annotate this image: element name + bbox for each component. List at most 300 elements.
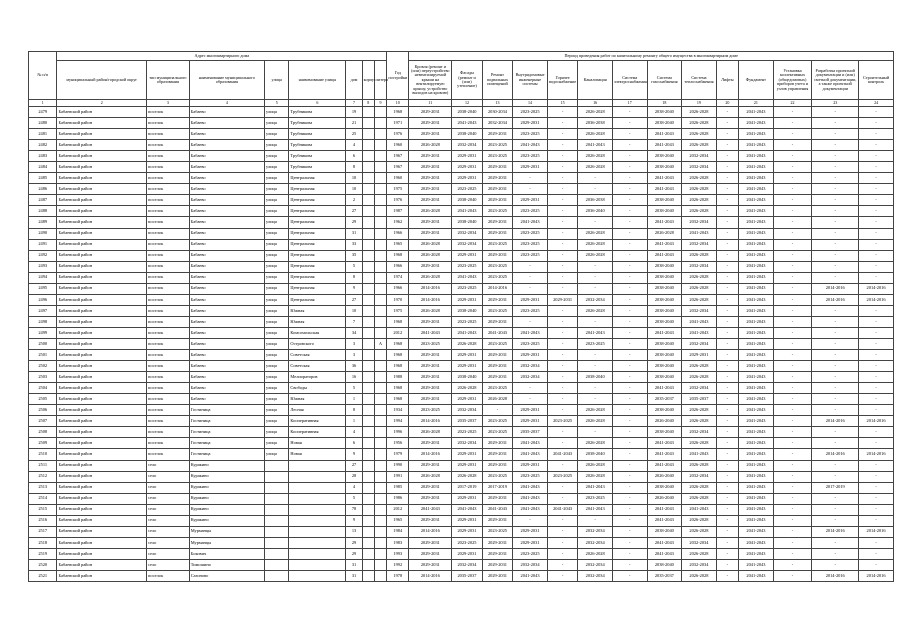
table-cell: 2502: [29, 361, 57, 372]
table-cell: 2480: [29, 118, 57, 129]
table-cell: 1986: [387, 493, 409, 504]
table-cell: -: [547, 118, 578, 129]
table-cell: [374, 471, 386, 482]
table-cell: 2029-2031: [452, 449, 483, 460]
table-cell: Бабаево: [189, 107, 264, 118]
table-cell: -: [859, 493, 894, 504]
table-cell: 2032-2034: [682, 261, 717, 272]
table-cell: -: [513, 173, 548, 184]
table-cell: 2023-2025: [482, 416, 513, 427]
table-cell: 2041-2043: [739, 129, 774, 140]
table-cell: Бабаевский район: [57, 559, 147, 570]
table-cell: -: [773, 548, 812, 559]
table-cell: Новая: [289, 449, 346, 460]
table-cell: -: [482, 405, 513, 416]
table-cell: поселок: [147, 272, 190, 283]
table-cell: [362, 383, 374, 394]
table-cell: 2026-2028: [482, 394, 513, 405]
table-cell: 2485: [29, 173, 57, 184]
table-cell: 2023-2025: [482, 305, 513, 316]
table-cell: -: [547, 394, 578, 405]
table-cell: [362, 107, 374, 118]
table-cell: 36: [346, 361, 362, 372]
table-cell: 2032-2034: [578, 537, 613, 548]
table-cell: -: [773, 195, 812, 206]
table-cell: 2014-2016: [409, 294, 452, 305]
table-cell: Бабаево: [189, 361, 264, 372]
table-cell: 2029-2031: [409, 482, 452, 493]
table-cell: 33: [346, 239, 362, 250]
table-cell: [362, 151, 374, 162]
table-cell: -: [716, 338, 738, 349]
table-cell: 4: [346, 140, 362, 151]
table-cell: [374, 206, 386, 217]
table-cell: 2032-2034: [682, 559, 717, 570]
table-cell: Бабаево: [189, 217, 264, 228]
table-cell: 2014-2016: [409, 526, 452, 537]
table-cell: 2023-2025: [452, 283, 483, 294]
header-cell: Ремонт подвальных помещений: [482, 61, 513, 100]
table-cell: Бабаево: [189, 239, 264, 250]
table-cell: 2513: [29, 482, 57, 493]
table-cell: 2041-2043: [739, 140, 774, 151]
table-row: [29, 327, 894, 338]
table-cell: 2032-2034: [452, 405, 483, 416]
table-cell: [374, 239, 386, 250]
table-cell: [374, 228, 386, 239]
table-cell: 2041-2043: [513, 140, 548, 151]
table-cell: 1975: [387, 305, 409, 316]
table-cell: [265, 537, 289, 548]
table-cell: -: [547, 206, 578, 217]
table-cell: 2041-2043: [739, 438, 774, 449]
table-cell: -: [716, 305, 738, 316]
table-cell: улица: [265, 305, 289, 316]
table-cell: 2029-2031: [452, 515, 483, 526]
table-cell: 2029-2031: [547, 294, 578, 305]
table-cell: -: [773, 372, 812, 383]
table-cell: -: [578, 173, 613, 184]
column-number: 7: [346, 100, 362, 107]
table-cell: улица: [265, 449, 289, 460]
table-cell: 2041-2043: [647, 537, 682, 548]
table-cell: поселок: [147, 438, 190, 449]
table-cell: Бабаевский район: [57, 228, 147, 239]
table-cell: 2029-2031: [513, 526, 548, 537]
table-cell: -: [773, 217, 812, 228]
table-cell: -: [547, 173, 578, 184]
table-cell: улица: [265, 195, 289, 206]
table-cell: 2029-2031: [513, 416, 548, 427]
column-number: 20: [716, 100, 738, 107]
table-cell: 2014-2016: [812, 283, 859, 294]
table-cell: [289, 471, 346, 482]
table-cell: 2023-2025: [513, 151, 548, 162]
table-cell: 9: [346, 449, 362, 460]
table-cell: -: [812, 559, 859, 570]
table-cell: 2026-2028: [682, 460, 717, 471]
table-cell: Бабаевский район: [57, 338, 147, 349]
table-cell: [362, 493, 374, 504]
table-row: [29, 228, 894, 239]
table-cell: Бабаевский район: [57, 405, 147, 416]
table-cell: Бабаевский район: [57, 482, 147, 493]
table-cell: поселок: [147, 250, 190, 261]
table-cell: [289, 570, 346, 581]
table-cell: -: [773, 140, 812, 151]
table-cell: -: [612, 151, 647, 162]
table-cell: 2496: [29, 294, 57, 305]
table-cell: [265, 482, 289, 493]
table-cell: 2509: [29, 438, 57, 449]
table-cell: 2032-2034: [682, 427, 717, 438]
table-cell: 2041-2043: [647, 140, 682, 151]
table-cell: -: [859, 537, 894, 548]
table-cell: -: [547, 559, 578, 570]
table-cell: [362, 261, 374, 272]
table-cell: [374, 427, 386, 438]
table-cell: 2026-2028: [682, 482, 717, 493]
table-cell: Гостиница: [189, 449, 264, 460]
table-cell: [374, 482, 386, 493]
table-cell: -: [547, 228, 578, 239]
table-cell: поселок: [147, 427, 190, 438]
table-cell: 2041-2043: [739, 239, 774, 250]
table-cell: 1974: [387, 272, 409, 283]
table-cell: -: [716, 129, 738, 140]
table-cell: 2041-2043: [647, 504, 682, 515]
table-cell: Бабаевский район: [57, 239, 147, 250]
table-cell: 2029-2031: [482, 195, 513, 206]
table-cell: 2035-2037: [513, 427, 548, 438]
table-cell: -: [612, 537, 647, 548]
table-cell: поселок: [147, 350, 190, 361]
table-cell: Трубникова: [289, 118, 346, 129]
table-cell: -: [612, 416, 647, 427]
table-cell: -: [859, 438, 894, 449]
table-cell: [374, 107, 386, 118]
table-cell: [374, 493, 386, 504]
table-cell: -: [859, 427, 894, 438]
table-cell: 2029-2031: [409, 261, 452, 272]
table-cell: улица: [265, 107, 289, 118]
table-cell: -: [859, 361, 894, 372]
table-cell: [362, 250, 374, 261]
table-cell: 2041-2043: [452, 206, 483, 217]
table-cell: -: [773, 283, 812, 294]
table-cell: -: [612, 118, 647, 129]
table-cell: -: [513, 515, 548, 526]
table-cell: 2029-2031: [452, 361, 483, 372]
table-cell: -: [716, 283, 738, 294]
table-cell: 2029-2031: [682, 350, 717, 361]
table-cell: 2026-2028: [682, 526, 717, 537]
table-cell: 6: [346, 151, 362, 162]
table-cell: село: [147, 493, 190, 504]
table-cell: [374, 173, 386, 184]
table-cell: -: [859, 118, 894, 129]
table-cell: 2029-2031: [409, 184, 452, 195]
table-row: [29, 504, 894, 515]
table-cell: -: [812, 107, 859, 118]
table-cell: 3: [346, 350, 362, 361]
table-cell: поселок: [147, 394, 190, 405]
table-cell: 1983: [387, 537, 409, 548]
table-cell: улица: [265, 438, 289, 449]
table-cell: -: [812, 217, 859, 228]
table-cell: Бабаевский район: [57, 140, 147, 151]
table-cell: улица: [265, 206, 289, 217]
table-cell: Бабаевский район: [57, 427, 147, 438]
table-cell: 2014-2016: [859, 526, 894, 537]
table-cell: Бабаевский район: [57, 294, 147, 305]
table-cell: -: [612, 294, 647, 305]
table-cell: 2029-2031: [513, 162, 548, 173]
table-cell: поселок: [147, 361, 190, 372]
table-cell: 2029-2031: [452, 151, 483, 162]
table-cell: 2014-2016: [859, 283, 894, 294]
table-cell: -: [716, 228, 738, 239]
table-cell: 2014-2016: [409, 570, 452, 581]
table-cell: -: [859, 471, 894, 482]
table-cell: 2026-2028: [682, 438, 717, 449]
table-cell: 9: [346, 283, 362, 294]
table-cell: -: [773, 559, 812, 570]
table-cell: -: [773, 173, 812, 184]
table-row: [29, 261, 894, 272]
table-cell: -: [716, 239, 738, 250]
table-cell: -: [773, 570, 812, 581]
table-cell: 2038-2040: [647, 261, 682, 272]
header-cell: улица: [265, 61, 289, 100]
table-cell: 2032-2034: [513, 361, 548, 372]
table-cell: поселок: [147, 184, 190, 195]
table-cell: -: [547, 184, 578, 195]
table-cell: 2038-2040: [647, 350, 682, 361]
table-cell: 25: [346, 129, 362, 140]
table-cell: 1968: [387, 250, 409, 261]
table-cell: -: [812, 272, 859, 283]
table-cell: 2038-2040: [647, 405, 682, 416]
table-cell: 2041-2043: [647, 184, 682, 195]
table-cell: 2023-2025: [482, 272, 513, 283]
table-cell: -: [859, 239, 894, 250]
table-cell: Новая: [289, 438, 346, 449]
table-cell: -: [859, 338, 894, 349]
table-cell: 2505: [29, 394, 57, 405]
table-cell: улица: [265, 405, 289, 416]
table-cell: -: [859, 305, 894, 316]
header-cell: Система теплоснабжения: [682, 61, 717, 100]
table-cell: -: [513, 272, 548, 283]
table-cell: 2029-2031: [409, 195, 452, 206]
table-cell: 2026-2028: [682, 107, 717, 118]
table-cell: 2026-2028: [578, 162, 613, 173]
table-cell: -: [547, 493, 578, 504]
table-cell: -: [812, 239, 859, 250]
table-cell: 2041-2043: [739, 283, 774, 294]
table-cell: Бабаевский район: [57, 526, 147, 537]
table-cell: 2035-2037: [452, 416, 483, 427]
table-cell: 2026-2028: [682, 361, 717, 372]
table-cell: 2029-2031: [482, 184, 513, 195]
table-cell: 2041-2043: [739, 427, 774, 438]
header-cell: Внутридомовые инженерные системы: [513, 61, 548, 100]
table-cell: [374, 140, 386, 151]
table-row: [29, 526, 894, 537]
table-cell: 2041-2043: [409, 504, 452, 515]
table-cell: -: [716, 118, 738, 129]
table-cell: -: [859, 504, 894, 515]
table-cell: 2026-2028: [682, 206, 717, 217]
table-cell: -: [612, 405, 647, 416]
table-cell: Гостиница: [189, 405, 264, 416]
table-cell: 2041-2043: [739, 526, 774, 537]
header-cell: Год постройки: [387, 52, 409, 100]
table-cell: -: [773, 316, 812, 327]
table-cell: Центральная: [289, 195, 346, 206]
table-cell: -: [547, 427, 578, 438]
table-cell: 2498: [29, 316, 57, 327]
table-row: [29, 184, 894, 195]
table-cell: 1: [346, 416, 362, 427]
table-cell: улица: [265, 217, 289, 228]
table-cell: 2026-2028: [682, 493, 717, 504]
table-cell: 2041-2043: [482, 504, 513, 515]
table-row: [29, 427, 894, 438]
table-cell: 2026-2028: [682, 283, 717, 294]
table-cell: -: [547, 129, 578, 140]
table-cell: Центральная: [289, 250, 346, 261]
table-cell: -: [812, 460, 859, 471]
table-cell: [374, 383, 386, 394]
table-cell: -: [773, 427, 812, 438]
table-cell: 2486: [29, 184, 57, 195]
table-cell: 2032-2034: [452, 228, 483, 239]
table-cell: -: [812, 493, 859, 504]
table-cell: 2029-2031: [513, 294, 548, 305]
table-cell: -: [578, 272, 613, 283]
table-cell: 2029-2031: [452, 394, 483, 405]
table-cell: -: [716, 548, 738, 559]
table-cell: село: [147, 482, 190, 493]
table-cell: -: [612, 438, 647, 449]
table-cell: 2026-2028: [578, 305, 613, 316]
table-row: [29, 548, 894, 559]
table-cell: 2029-2031: [409, 548, 452, 559]
table-cell: 2029-2031: [409, 493, 452, 504]
table-cell: [374, 394, 386, 405]
table-cell: 1965: [387, 239, 409, 250]
table-cell: 2029-2031: [409, 515, 452, 526]
table-cell: -: [578, 350, 613, 361]
table-row: [29, 460, 894, 471]
table-row: [29, 394, 894, 405]
table-row: [29, 283, 894, 294]
table-cell: 2036-2040: [578, 206, 613, 217]
table-row: [29, 129, 894, 140]
header-cell: дом: [346, 61, 362, 100]
table-cell: Центральная: [289, 217, 346, 228]
table-cell: 2029-2031: [452, 173, 483, 184]
table-cell: -: [773, 272, 812, 283]
table-cell: [374, 327, 386, 338]
table-cell: 2041-2043: [513, 504, 548, 515]
table-cell: 2521: [29, 570, 57, 581]
table-row: [29, 195, 894, 206]
table-cell: 2029-2031: [409, 151, 452, 162]
table-cell: Куракино: [189, 504, 264, 515]
table-cell: 2032-2034: [452, 559, 483, 570]
table-cell: -: [716, 493, 738, 504]
table-row: [29, 239, 894, 250]
table-cell: -: [612, 195, 647, 206]
table-cell: -: [859, 316, 894, 327]
table-cell: 2026-2028: [578, 129, 613, 140]
table-row: [29, 350, 894, 361]
table-cell: 1956: [387, 438, 409, 449]
table-cell: -: [716, 162, 738, 173]
table-cell: Бабаевский район: [57, 129, 147, 140]
table-cell: 2036-2038: [578, 118, 613, 129]
table-cell: Бабаевский район: [57, 305, 147, 316]
table-cell: 2029-2031: [513, 118, 548, 129]
table-cell: 2491: [29, 239, 57, 250]
table-cell: [362, 570, 374, 581]
table-cell: 2035-2037: [647, 570, 682, 581]
table-cell: 1967: [387, 151, 409, 162]
table-cell: 2041-2043: [578, 482, 613, 493]
table-cell: -: [612, 427, 647, 438]
table-cell: Кооперативная: [289, 416, 346, 427]
table-cell: 6: [346, 438, 362, 449]
table-cell: 31: [346, 228, 362, 239]
table-cell: 2026-2028: [682, 129, 717, 140]
table-cell: -: [547, 107, 578, 118]
table-cell: 2489: [29, 217, 57, 228]
table-cell: -: [859, 272, 894, 283]
table-cell: 2023-2025: [482, 526, 513, 537]
table-cell: 2023-2025: [513, 250, 548, 261]
table-cell: 2026-2028: [409, 471, 452, 482]
table-cell: Бабаевский район: [57, 272, 147, 283]
table-cell: -: [612, 228, 647, 239]
table-cell: -: [716, 416, 738, 427]
table-cell: 2023-2025: [578, 493, 613, 504]
table-cell: 2029-2031: [409, 118, 452, 129]
table-cell: 27: [346, 460, 362, 471]
table-cell: [374, 416, 386, 427]
table-cell: -: [612, 559, 647, 570]
table-cell: 2041-2043: [452, 272, 483, 283]
table-cell: [362, 405, 374, 416]
table-cell: -: [612, 316, 647, 327]
header-cell: Разработка проектной документации и (или) сметной документации, а также проектной документации: [812, 61, 859, 100]
table-cell: 1985: [387, 482, 409, 493]
table-cell: 2029-2031: [482, 515, 513, 526]
table-cell: 2014-2016: [409, 416, 452, 427]
table-cell: улица: [265, 118, 289, 129]
table-cell: -: [812, 195, 859, 206]
table-cell: -: [716, 350, 738, 361]
table-cell: 16: [346, 372, 362, 383]
table-cell: 2041-2043: [739, 570, 774, 581]
header-cell: тип муниципального образования: [147, 61, 190, 100]
table-cell: поселок: [147, 228, 190, 239]
table-cell: Бабаевский район: [57, 471, 147, 482]
table-cell: 21: [346, 118, 362, 129]
table-cell: Гостиница: [189, 416, 264, 427]
